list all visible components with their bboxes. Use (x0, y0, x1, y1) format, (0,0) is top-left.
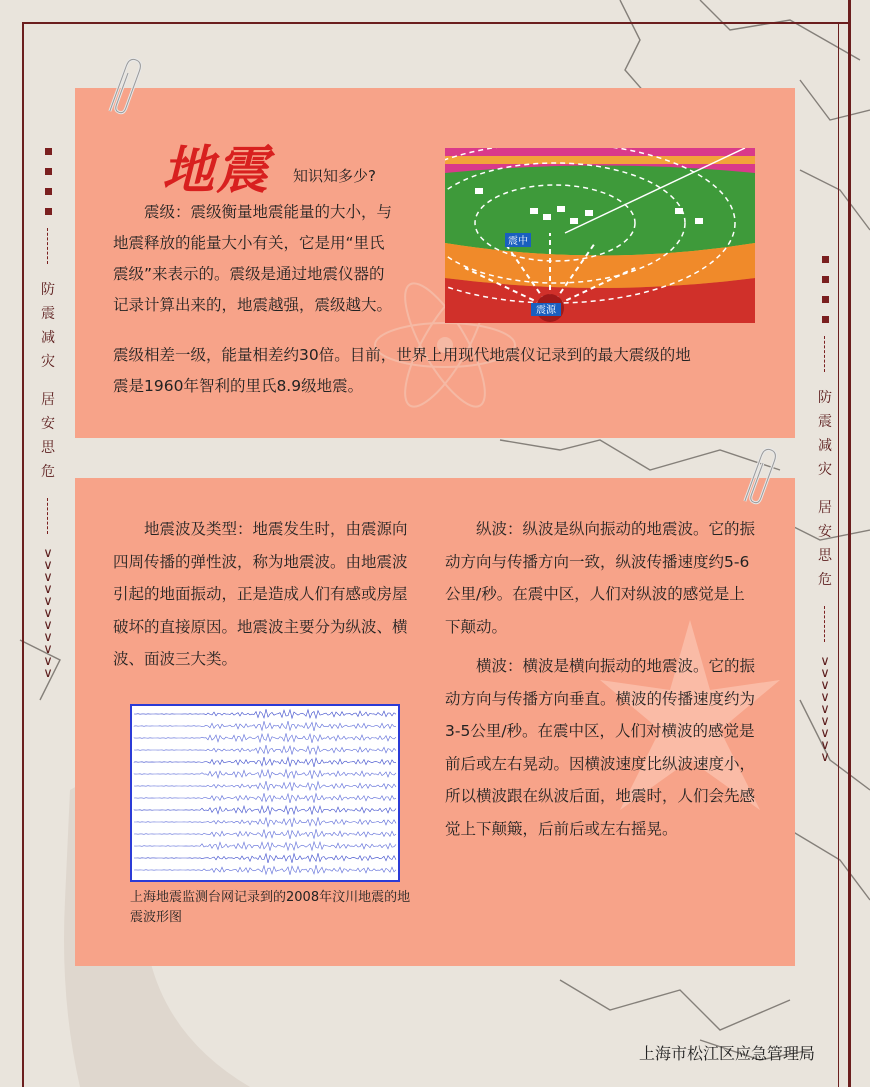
seismogram-image (130, 704, 400, 882)
side-char: 居 (818, 500, 832, 516)
side-char: 减 (818, 438, 832, 454)
side-char: 危 (818, 572, 832, 588)
side-char: 危 (41, 464, 55, 480)
side-char: 思 (818, 548, 832, 564)
magnitude-line: 震级：震级衡量地震能量的大小，与 (144, 203, 393, 221)
seismogram-caption: 上海地震监测台网记录到的2008年汶川地震的地震波形图 (130, 890, 411, 925)
page-subtitle: 知识知多少? (293, 167, 376, 185)
side-decoration-right (815, 256, 835, 764)
frame-top (22, 22, 848, 24)
side-char: 思 (41, 440, 55, 456)
magnitude-line: 震级相差一级，能量相差约30倍。目前，世界上用现代地震仪记录到的最大震级的地 (113, 346, 691, 364)
chevron-down-icon: ∨ ∨ ∨ ∨ ∨ ∨ ∨ ∨ ∨ (820, 654, 830, 765)
side-char: 减 (41, 330, 55, 346)
p-wave-paragraph: 纵波：纵波是纵向振动的地震波。它的振动方向与传播方向一致，纵波传播速度约5-6公里/秒。在震中区，人们对纵波的感觉是上下颠动。 (445, 520, 756, 636)
chevron-down-icon: ∨ ∨ ∨ ∨ ∨ ∨ ∨ ∨ ∨ ∨ ∨ (43, 546, 53, 681)
side-char: 安 (818, 524, 832, 540)
frame-left (22, 22, 24, 1087)
side-decoration-left (38, 148, 58, 680)
frame-right-inner (838, 22, 839, 1087)
side-char: 安 (41, 416, 55, 432)
magnitude-text-wide (113, 340, 773, 402)
side-char: 震 (41, 306, 55, 322)
magnitude-line: 震级”来表示的。震级是通过地震仪器的 (113, 265, 385, 283)
magnitude-line: 震是1960年智利的里氏8.9级地震。 (113, 377, 364, 395)
epicenter-label: 震中 (508, 236, 528, 247)
side-char: 灾 (818, 462, 832, 478)
seismic-wave-intro: 地震波及类型：地震发生时，由震源向四周传播的弹性波，称为地震波。由地震波引起的地面振动，正是造成人们有感或房屋破坏的直接原因。地震波主要分为纵波、横波、面波三大类。 (113, 520, 408, 668)
focus-label: 震源 (536, 305, 556, 316)
magnitude-text (113, 197, 443, 321)
side-char: 震 (818, 414, 832, 430)
side-char: 防 (818, 390, 832, 406)
magnitude-line: 记录计算出来的，地震越强，震级越大。 (113, 296, 393, 314)
magnitude-line: 地震释放的能量大小有关，它是用“里氏 (113, 234, 385, 252)
side-char: 灾 (41, 354, 55, 370)
s-wave-paragraph: 横波：横波是横向振动的地震波。它的振动方向与传播方向垂直。横波的传播速度约为3-5公里/秒。在震中区，人们对横波的感觉是前后或左右晃动。因横波速度比纵波速度小，所以横波跟在纵波后面，地震时，人们会先感觉上下颠簸，后前后或左右摇晃。 (445, 657, 756, 838)
side-char: 居 (41, 392, 55, 408)
footer-organization: 上海市松江区应急管理局 (638, 1044, 815, 1063)
earthquake-illustration (445, 148, 755, 323)
side-char: 防 (41, 282, 55, 298)
frame-right-outer (848, 0, 851, 1087)
page-title: 地震 (162, 140, 271, 201)
wave-types-text (445, 513, 757, 845)
